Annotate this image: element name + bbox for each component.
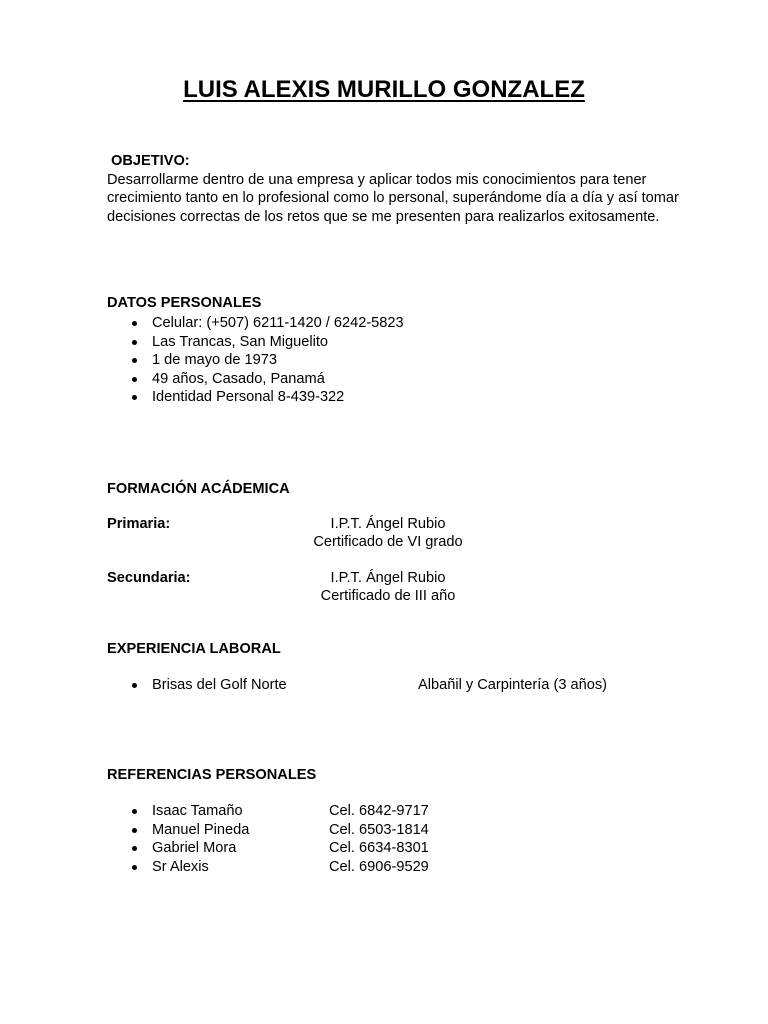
bullet-icon — [132, 683, 137, 688]
reference-name: Sr Alexis — [152, 858, 209, 875]
reference-phone: Cel. 6503-1814 — [329, 821, 429, 838]
personal-item-age-status: 49 años, Casado, Panamá — [152, 370, 325, 387]
personal-item-phone: Celular: (+507) 6211-1420 / 6242-5823 — [152, 315, 404, 331]
list-item — [107, 802, 249, 821]
personal-data-list — [107, 314, 404, 407]
experience-place: Brisas del Golf Norte — [152, 677, 287, 693]
list-item — [107, 351, 404, 370]
list-item — [107, 858, 249, 877]
experience-list — [107, 676, 287, 695]
education-school-primary: I.P.T. Ángel Rubio — [330, 516, 446, 532]
list-item — [107, 314, 404, 333]
bullet-icon — [132, 358, 137, 363]
references-list — [107, 802, 249, 876]
list-item — [107, 821, 249, 840]
bullet-icon — [132, 828, 137, 833]
list-item — [107, 839, 249, 858]
experience-role: Albañil y Carpintería (3 años) — [418, 677, 607, 693]
list-item — [107, 388, 404, 407]
personal-item-id: Identidad Personal 8-439-322 — [152, 389, 345, 406]
reference-name: Isaac Tamaño — [152, 803, 243, 819]
bullet-icon — [132, 395, 137, 400]
personal-item-address: Las Trancas, San Miguelito — [152, 333, 329, 350]
reference-phone: Cel. 6842-9717 — [329, 803, 429, 819]
education-level-primary: Primaria: — [107, 516, 171, 532]
references-phones — [329, 802, 429, 876]
bullet-icon — [132, 809, 137, 814]
list-item — [107, 676, 287, 695]
objective-text: Desarrollarme dentro de una empresa y aplicar todos mis conocimientos para tener crecimiento tanto en lo profesional como lo personal, superándome día a día y así tomar decisiones correctas de los retos que se me presenten para realizarlos exitosamente. — [107, 172, 679, 225]
bullet-icon — [132, 321, 137, 326]
reference-name: Gabriel Mora — [152, 840, 237, 857]
list-item — [107, 370, 404, 389]
bullet-icon — [132, 846, 137, 851]
personal-item-birthdate: 1 de mayo de 1973 — [152, 352, 277, 369]
references-heading: REFERENCIAS PERSONALES — [107, 767, 317, 783]
page-title: LUIS ALEXIS MURILLO GONZALEZ — [183, 76, 585, 103]
education-heading: FORMACIÓN ACÁDEMICA — [107, 481, 290, 497]
education-certificate-secondary: Certificado de III año — [320, 588, 456, 604]
objective-heading: OBJETIVO: — [111, 153, 190, 169]
personal-data-heading: DATOS PERSONALES — [107, 295, 262, 311]
list-item — [107, 333, 404, 352]
education-level-secondary: Secundaria: — [107, 570, 191, 586]
education-school-secondary: I.P.T. Ángel Rubio — [330, 570, 446, 586]
bullet-icon — [132, 865, 137, 870]
bullet-icon — [132, 377, 137, 382]
reference-phone: Cel. 6906-9529 — [329, 858, 429, 875]
reference-phone: Cel. 6634-8301 — [329, 840, 429, 857]
experience-heading: EXPERIENCIA LABORAL — [107, 641, 281, 657]
education-certificate-primary: Certificado de VI grado — [313, 534, 463, 550]
bullet-icon — [132, 340, 137, 345]
reference-name: Manuel Pineda — [152, 821, 250, 838]
